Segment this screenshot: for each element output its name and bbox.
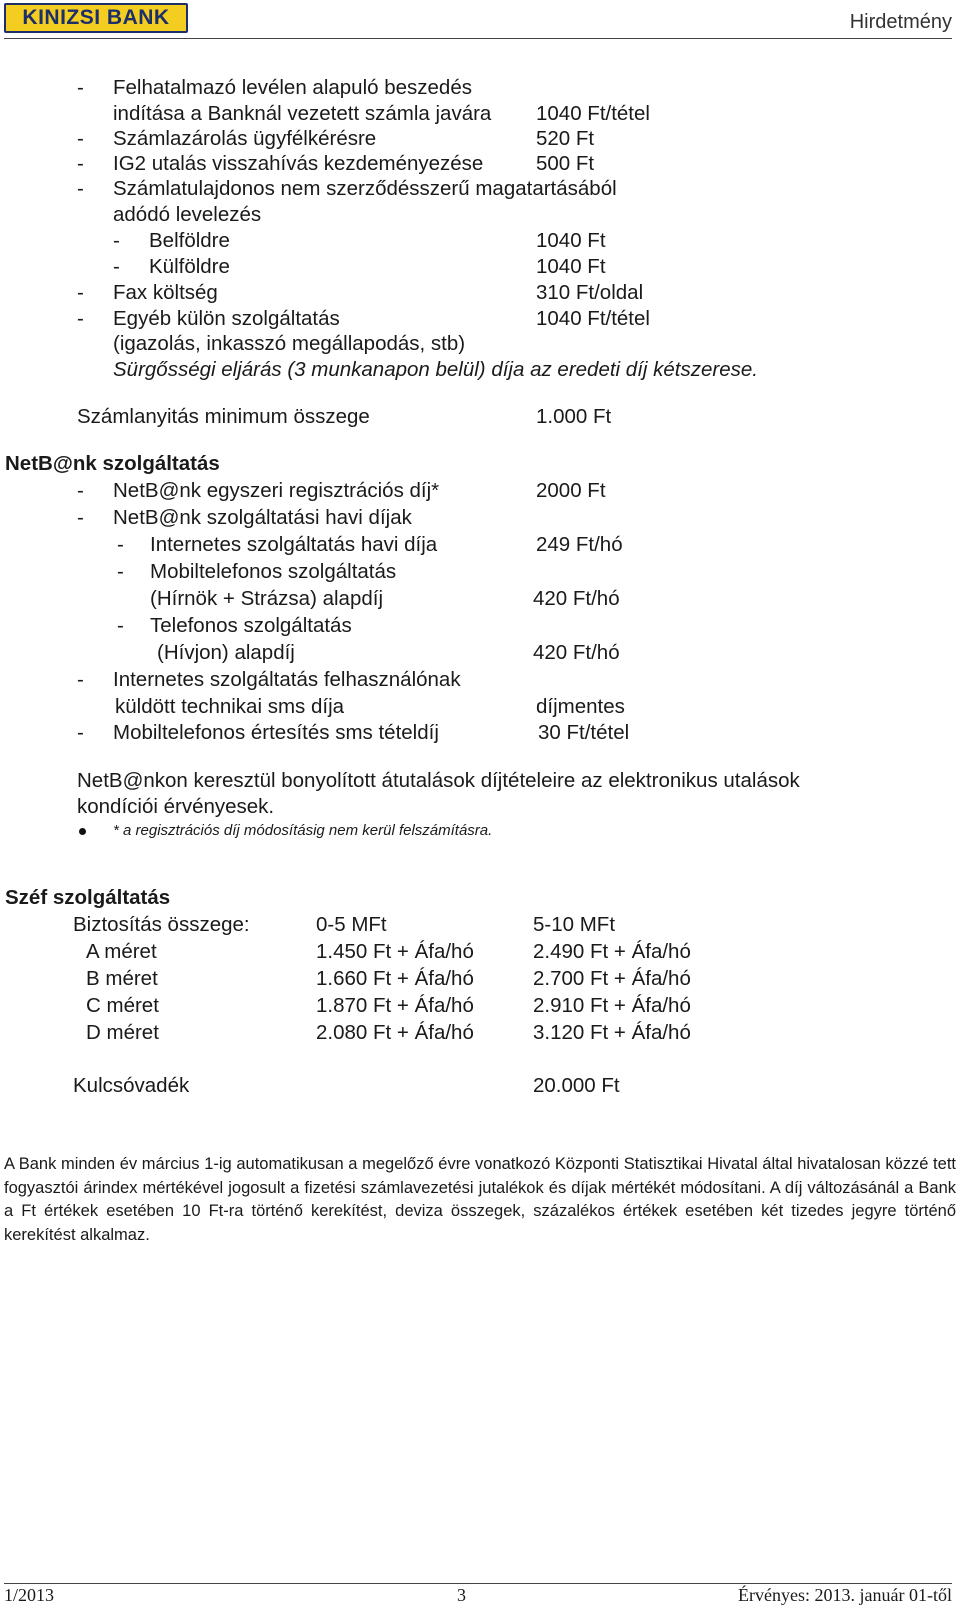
urgent-note-row <box>0 357 960 383</box>
insurance-label: Biztosítás összege: <box>73 913 250 936</box>
netbank-row <box>0 586 960 612</box>
dash: - <box>77 506 84 529</box>
netbank-row <box>0 667 960 693</box>
netbank-label: NetB@nk szolgáltatási havi díjak <box>113 506 412 529</box>
safe-row <box>0 939 960 965</box>
fee-value: 500 Ft <box>536 152 595 175</box>
netbank-label: küldött technikai sms díja <box>115 695 345 718</box>
fee-value: 1040 Ft <box>536 255 606 278</box>
safe-price: 3.120 Ft + Áfa/hó <box>533 1021 691 1044</box>
netbank-label: Mobiltelefonos értesítés sms tételdíj <box>113 721 439 744</box>
safe-size: B méret <box>86 967 158 990</box>
min-balance-label: Számlanyitás minimum összege <box>77 405 370 428</box>
fee-label: indítása a Banknál vezetett számla javára <box>113 102 492 125</box>
safe-price: 1.660 Ft + Áfa/hó <box>316 967 474 990</box>
urgent-note: Sürgősségi eljárás (3 munkanapon belül) díja az eredeti díj kétszerese. <box>113 358 758 381</box>
safe-price: 2.080 Ft + Áfa/hó <box>316 1021 474 1044</box>
fee-label: Egyéb külön szolgáltatás <box>113 307 340 330</box>
netbank-row <box>0 559 960 585</box>
fee-row <box>0 75 960 101</box>
fee-value: 520 Ft <box>536 127 595 150</box>
fee-label: (igazolás, inkasszó megállapodás, stb) <box>113 332 466 355</box>
netbank-value: 30 Ft/tétel <box>538 721 630 744</box>
validity-date: Érvényes: 2013. január 01-től <box>738 1585 952 1605</box>
doc-number: 1/2013 <box>4 1585 55 1605</box>
deposit-value: 20.000 Ft <box>533 1074 620 1097</box>
transfer-note-row <box>0 794 960 820</box>
safe-size: A méret <box>86 940 157 963</box>
netbank-value: 2000 Ft <box>536 479 606 502</box>
bank-logo <box>4 3 188 33</box>
dash: - <box>77 479 84 502</box>
dash: - <box>117 533 124 556</box>
deposit-row <box>0 1073 960 1099</box>
header-divider <box>4 38 952 39</box>
fee-row <box>0 228 960 254</box>
col2-header: 5-10 MFt <box>533 913 616 936</box>
min-balance-value: 1.000 Ft <box>536 405 612 428</box>
netbank-label: Internetes szolgáltatás felhasználónak <box>113 668 461 691</box>
fee-adjustment-paragraph: A Bank minden év március 1-ig automatikusan a megelőző évre vonatkozó Központi Statisztikai Hivatal által hivatalosan közzé tett fogyasztói árindex mértékével jogosult a fizetési számlavezetési jutalékok és díjak mértékét módosítani. A díj változásánál a Bank a Ft értékek esetében 10 Ft-ra történő kerekítést, deviza összegek, százalékos értékek esetében két tizedes jegyre történő kerekítést alkalmaz. <box>4 1155 956 1244</box>
fee-label: Számlazárolás ügyfélkérésre <box>113 127 377 150</box>
dash: - <box>113 229 120 252</box>
page-number: 3 <box>457 1585 466 1605</box>
fee-row <box>0 280 960 306</box>
logo-text: KINIZSI BANK <box>22 6 170 29</box>
dash: - <box>77 76 84 99</box>
netbank-label: NetB@nk egyszeri regisztrációs díj* <box>113 479 440 502</box>
safe-row <box>0 1020 960 1046</box>
safe-size: D méret <box>86 1021 159 1044</box>
netbank-title-row <box>0 451 960 477</box>
netbank-row <box>0 640 960 666</box>
netbank-value: 420 Ft/hó <box>533 587 620 610</box>
fee-label: Fax költség <box>113 281 218 304</box>
fee-value: 1040 Ft/tétel <box>536 102 650 125</box>
fee-label: Felhatalmazó levélen alapuló beszedés <box>113 76 472 99</box>
safe-title-row <box>0 885 960 911</box>
dash: - <box>77 281 84 304</box>
netbank-row <box>0 720 960 746</box>
netbank-label: Mobiltelefonos szolgáltatás <box>150 560 397 583</box>
netbank-label: (Hívjon) alapdíj <box>157 641 295 664</box>
fee-row <box>0 151 960 177</box>
netbank-row <box>0 505 960 531</box>
fee-value: 1040 Ft/tétel <box>536 307 650 330</box>
netbank-row <box>0 613 960 639</box>
fee-value: 1040 Ft <box>536 229 606 252</box>
netbank-label: Telefonos szolgáltatás <box>150 614 352 637</box>
fee-row <box>0 176 960 202</box>
netbank-label: (Hírnök + Strázsa) alapdíj <box>150 587 383 610</box>
deposit-label: Kulcsóvadék <box>73 1074 190 1097</box>
fee-label: Számlatulajdonos nem szerződésszerű magatartásából <box>113 177 617 200</box>
netbank-row <box>0 694 960 720</box>
safe-price: 2.490 Ft + Áfa/hó <box>533 940 691 963</box>
fee-row <box>0 202 960 228</box>
fee-label: Külföldre <box>149 255 230 278</box>
registration-footnote: * a regisztrációs díj módosításig nem kerül felszámításra. <box>113 822 493 839</box>
fee-row <box>0 306 960 332</box>
col1-header: 0-5 MFt <box>316 913 387 936</box>
safe-size: C méret <box>86 994 159 1017</box>
safe-price: 1.870 Ft + Áfa/hó <box>316 994 474 1017</box>
safe-price: 2.910 Ft + Áfa/hó <box>533 994 691 1017</box>
fee-row <box>0 254 960 280</box>
safe-header-row <box>0 912 960 938</box>
dash: - <box>77 307 84 330</box>
dash: - <box>77 152 84 175</box>
dash: - <box>77 721 84 744</box>
footer-divider <box>4 1583 952 1584</box>
safe-title: Széf szolgáltatás <box>5 886 171 909</box>
dash: - <box>77 177 84 200</box>
netbank-row <box>0 478 960 504</box>
netbank-label: Internetes szolgáltatás havi díja <box>150 533 438 556</box>
fee-label: adódó levelezés <box>113 203 262 226</box>
safe-row <box>0 993 960 1019</box>
document-type: Hirdetmény <box>849 11 952 33</box>
fee-row <box>0 331 960 357</box>
min-balance-row <box>0 404 960 430</box>
safe-price: 1.450 Ft + Áfa/hó <box>316 940 474 963</box>
dash: - <box>77 668 84 691</box>
transfer-note: NetB@nkon keresztül bonyolított átutalások díjtételeire az elektronikus utalások <box>77 769 800 792</box>
transfer-note: kondíciói érvényesek. <box>77 795 275 818</box>
dash: - <box>117 560 124 583</box>
netbank-title: NetB@nk szolgáltatás <box>5 452 220 475</box>
bullet-icon <box>79 828 86 835</box>
transfer-note-row <box>0 768 960 794</box>
netbank-value: díjmentes <box>536 695 625 718</box>
netbank-value: 249 Ft/hó <box>536 533 623 556</box>
netbank-row <box>0 532 960 558</box>
fee-label: IG2 utalás visszahívás kezdeményezése <box>113 152 484 175</box>
fee-row <box>0 126 960 152</box>
netbank-value: 420 Ft/hó <box>533 641 620 664</box>
dash: - <box>117 614 124 637</box>
dash: - <box>77 127 84 150</box>
safe-row <box>0 966 960 992</box>
fee-value: 310 Ft/oldal <box>536 281 644 304</box>
safe-price: 2.700 Ft + Áfa/hó <box>533 967 691 990</box>
dash: - <box>113 255 120 278</box>
fee-row <box>0 101 960 127</box>
fee-label: Belföldre <box>149 229 230 252</box>
